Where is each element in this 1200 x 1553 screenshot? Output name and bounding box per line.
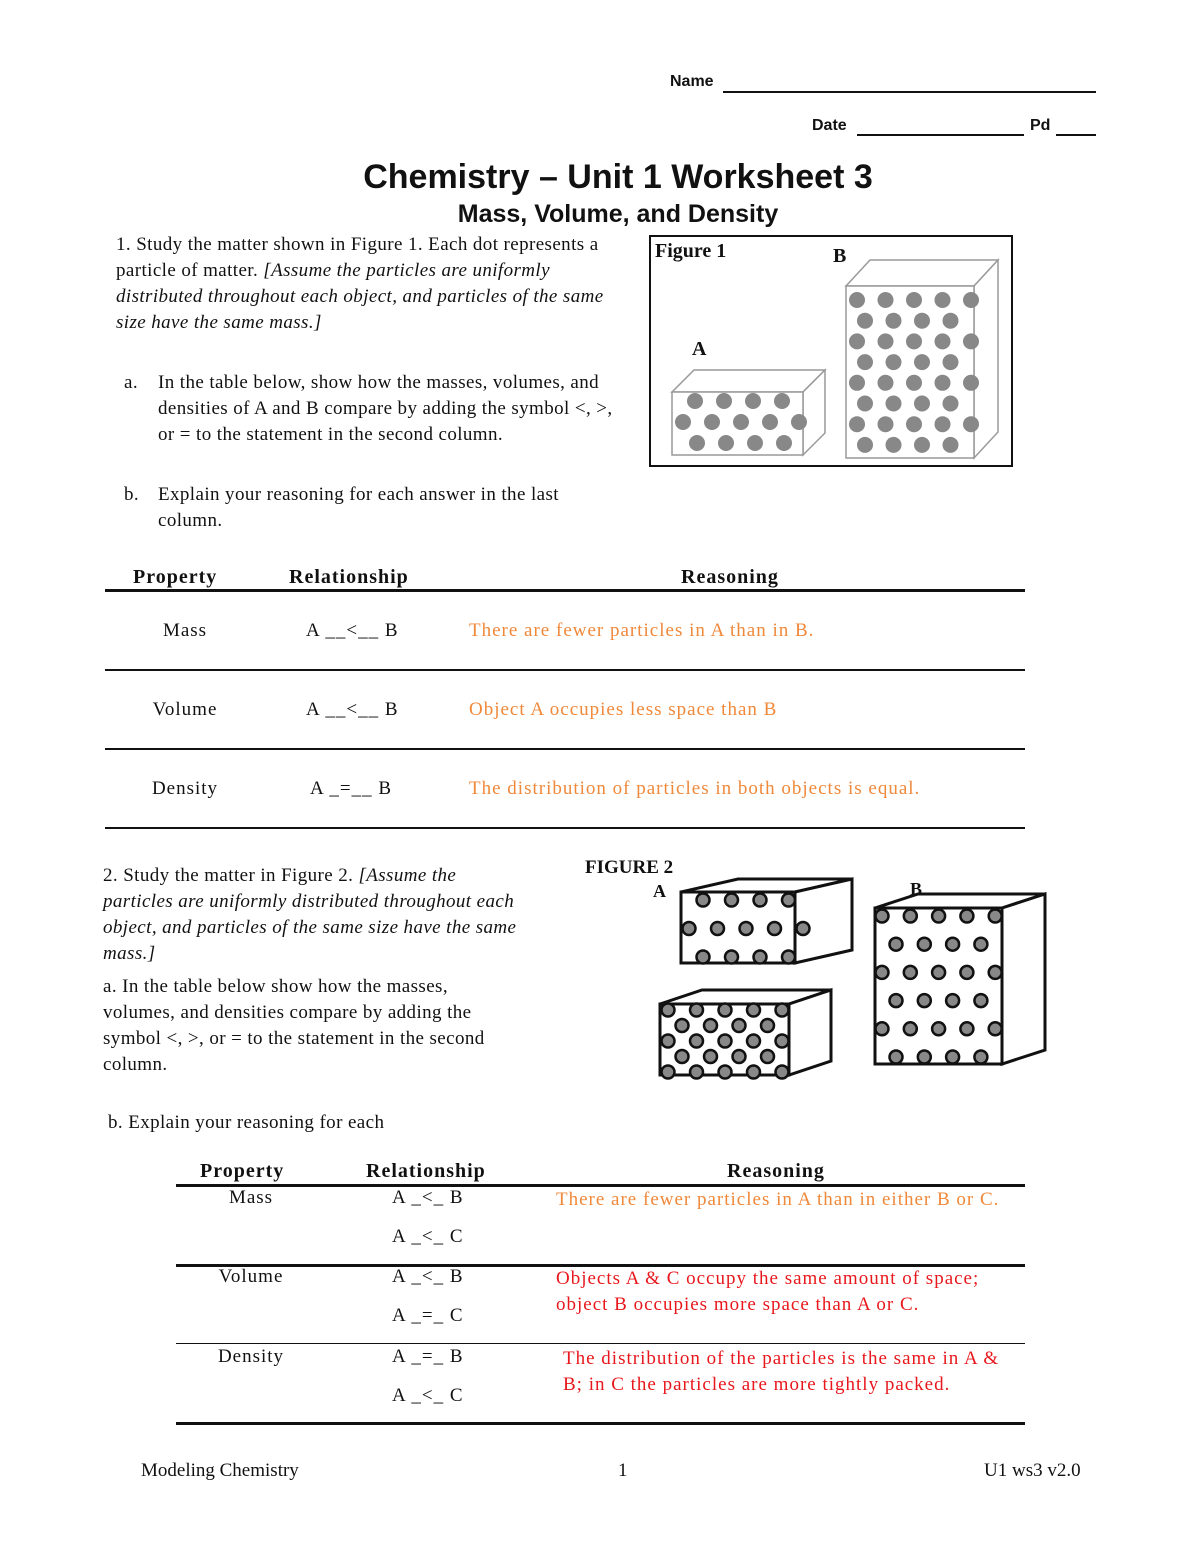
particle (675, 414, 691, 430)
particle (774, 393, 790, 409)
t2-row-rule (176, 1343, 1025, 1344)
particle (904, 1022, 917, 1035)
particle (904, 966, 917, 979)
q2-intro: 2. Study the matter in Figure 2. (103, 865, 354, 886)
particle (904, 910, 917, 923)
particle (676, 1019, 689, 1032)
t1-relationship[interactable]: A __<__ B (306, 699, 399, 720)
particle (776, 435, 792, 451)
t1-header-relationship: Relationship (289, 566, 409, 588)
particle (914, 396, 930, 412)
figure-1-label-a: A (692, 338, 707, 360)
particle (697, 951, 710, 964)
particle (662, 1004, 675, 1017)
particle (943, 354, 959, 370)
particle (914, 313, 930, 329)
t2-property: Density (217, 1346, 285, 1367)
particle (718, 435, 734, 451)
particle (943, 396, 959, 412)
particle (776, 1004, 789, 1017)
t1-property: Mass (162, 620, 208, 641)
particle (914, 437, 930, 453)
particle (716, 393, 732, 409)
particle (963, 416, 979, 432)
footer-left: Modeling Chemistry (141, 1460, 299, 1481)
particle (690, 1035, 703, 1048)
t2-relationship[interactable]: A _<_ C (392, 1385, 464, 1406)
particle (849, 333, 865, 349)
particle (857, 437, 873, 453)
t1-reasoning[interactable]: There are fewer particles in A than in B. (469, 620, 815, 641)
date-label: Date (812, 117, 847, 134)
particle (857, 396, 873, 412)
particle (876, 1022, 889, 1035)
particle (963, 292, 979, 308)
particle (745, 393, 761, 409)
particle (704, 414, 720, 430)
t1-row-rule (105, 827, 1025, 829)
particle (776, 1066, 789, 1079)
page-subtitle: Mass, Volume, and Density (457, 200, 779, 228)
t1-reasoning[interactable]: The distribution of particles in both objects is equal. (469, 778, 921, 799)
particle (878, 333, 894, 349)
particle (697, 894, 710, 907)
particle (932, 1022, 945, 1035)
particle (711, 922, 724, 935)
particle (878, 416, 894, 432)
t2-header-relationship: Relationship (366, 1160, 486, 1182)
particle (704, 1019, 717, 1032)
t1-property: Density (151, 778, 219, 799)
particle (906, 333, 922, 349)
particle (918, 1051, 931, 1064)
particle (963, 333, 979, 349)
particle (989, 910, 1002, 923)
fig1-box-a-top (672, 370, 825, 392)
t1-relationship[interactable]: A __<__ B (306, 620, 399, 641)
q2-instructions (103, 863, 518, 967)
particle (960, 966, 973, 979)
particle (935, 333, 951, 349)
particle (690, 1004, 703, 1017)
particle (849, 416, 865, 432)
fig2-box-b-front (875, 908, 1002, 1064)
q1-b-text: Explain your reasoning for each answer in the last column. (158, 484, 559, 531)
particle (704, 1050, 717, 1063)
particle (960, 1022, 973, 1035)
footer-right: U1 ws3 v2.0 (984, 1460, 1081, 1481)
name-label: Name (670, 73, 714, 90)
particle (747, 1035, 760, 1048)
t2-relationship[interactable]: A _<_ B (392, 1187, 464, 1208)
t2-reasoning[interactable]: There are fewer particles in A than in either B or C. (556, 1189, 1000, 1210)
particle (768, 922, 781, 935)
particle (719, 1066, 732, 1079)
q2-assumption: [Assume the particles are uniformly distributed throughout each object, and particles of the same size have the same mass.] (103, 865, 517, 964)
t2-header-reasoning: Reasoning (727, 1160, 825, 1182)
particle (878, 375, 894, 391)
q1-assumption: [Assume the particles are uniformly distributed throughout each object, and particles of the same size have the same mass.] (116, 260, 604, 333)
t1-property: Volume (152, 699, 218, 720)
particle (676, 1050, 689, 1063)
t2-property: Mass (228, 1187, 274, 1208)
particle (761, 1019, 774, 1032)
particle (946, 938, 959, 951)
particle (687, 393, 703, 409)
particle (878, 292, 894, 308)
particle (733, 1019, 746, 1032)
particle (782, 951, 795, 964)
particle (662, 1035, 675, 1048)
fig1-box-b-front (846, 286, 974, 458)
particle (974, 994, 987, 1007)
t1-reasoning[interactable]: Object A occupies less space than B (469, 699, 778, 720)
particle (857, 313, 873, 329)
particle (886, 313, 902, 329)
particle (791, 414, 807, 430)
page-title: Chemistry – Unit 1 Worksheet 3 (363, 158, 873, 196)
particle (886, 354, 902, 370)
particle (918, 938, 931, 951)
particle (690, 1066, 703, 1079)
particle (776, 1035, 789, 1048)
t2-relationship[interactable]: A _=_ C (392, 1305, 464, 1326)
particle (761, 1050, 774, 1063)
particle (747, 1066, 760, 1079)
particle (989, 1022, 1002, 1035)
t2-property: Volume (218, 1266, 284, 1287)
particle (849, 292, 865, 308)
particle (733, 414, 749, 430)
particle (740, 922, 753, 935)
t2-header-property: Property (200, 1160, 285, 1182)
particle (747, 1004, 760, 1017)
t2-reasoning[interactable]: The distribution of the particles is the same in A & B; in C the particles are more tightly packed. (563, 1348, 1000, 1395)
t1-header-reasoning: Reasoning (681, 566, 779, 588)
particle (886, 396, 902, 412)
particle (906, 292, 922, 308)
q2-a-text: a. In the table below show how the masses, volumes, and densities compare by adding the symbol <, >, or = to the statement in the second column. (103, 976, 485, 1075)
q1-b-marker: b. (124, 484, 140, 505)
particle (719, 1035, 732, 1048)
fig2-box-b-side (1002, 894, 1045, 1064)
t2-relationship[interactable]: A _=_ B (392, 1346, 464, 1367)
t2-relationship[interactable]: A _<_ C (392, 1226, 464, 1247)
particle (946, 994, 959, 1007)
t1-row-rule (105, 748, 1025, 750)
particle (782, 894, 795, 907)
particle (689, 435, 705, 451)
particle (762, 414, 778, 430)
particle (876, 910, 889, 923)
particle (725, 894, 738, 907)
q1-intro: 1. Study the matter shown in Figure 1. Each dot represents a particle of matter. (116, 234, 599, 281)
particle (989, 966, 1002, 979)
q1-a-marker: a. (124, 372, 138, 393)
figure-1-label-b: B (833, 245, 847, 267)
particle (719, 1004, 732, 1017)
figure-1-title: Figure 1 (655, 240, 727, 262)
fig2-box-c-side (789, 990, 831, 1075)
particle (960, 910, 973, 923)
t2-relationship[interactable]: A _<_ B (392, 1266, 464, 1287)
fig1-box-b-top (846, 260, 998, 286)
q1-a-text: In the table below, show how the masses, volumes, and densities of A and B compare by adding the symbol <, >, or = to the statement in the second column. (158, 372, 613, 445)
particle (935, 375, 951, 391)
figure-2-label-a: A (653, 881, 666, 901)
particle (733, 1050, 746, 1063)
particle (754, 894, 767, 907)
particle (914, 354, 930, 370)
t2-reasoning[interactable]: Objects A & C occupy the same amount of space; object B occupies more space than A or C. (556, 1268, 980, 1315)
particle (890, 1051, 903, 1064)
particle (974, 1051, 987, 1064)
particle (946, 1051, 959, 1064)
particle (906, 416, 922, 432)
page-number: 1 (618, 1460, 628, 1481)
particle (906, 375, 922, 391)
pd-label: Pd (1030, 117, 1051, 134)
particle (932, 910, 945, 923)
particle (963, 375, 979, 391)
particle (876, 966, 889, 979)
t1-relationship[interactable]: A _=__ B (310, 778, 393, 799)
particle (683, 922, 696, 935)
particle (797, 922, 810, 935)
t1-header-rule (105, 589, 1025, 592)
figure-2-label-b: B (910, 879, 923, 899)
particle (857, 354, 873, 370)
particle (725, 951, 738, 964)
particle (662, 1066, 675, 1079)
particle (932, 966, 945, 979)
particle (890, 994, 903, 1007)
particle (943, 313, 959, 329)
particle (974, 938, 987, 951)
particle (849, 375, 865, 391)
particle (918, 994, 931, 1007)
t1-row-rule (105, 669, 1025, 671)
figure-2-title: FIGURE 2 (585, 857, 674, 878)
q2-b-text: b. Explain your reasoning for each (108, 1112, 385, 1132)
particle (886, 437, 902, 453)
particle (754, 951, 767, 964)
t2-row-rule (176, 1422, 1025, 1425)
particle (935, 416, 951, 432)
particle (890, 938, 903, 951)
particle (935, 292, 951, 308)
t1-header-property: Property (133, 566, 218, 588)
particle (943, 437, 959, 453)
particle (747, 435, 763, 451)
